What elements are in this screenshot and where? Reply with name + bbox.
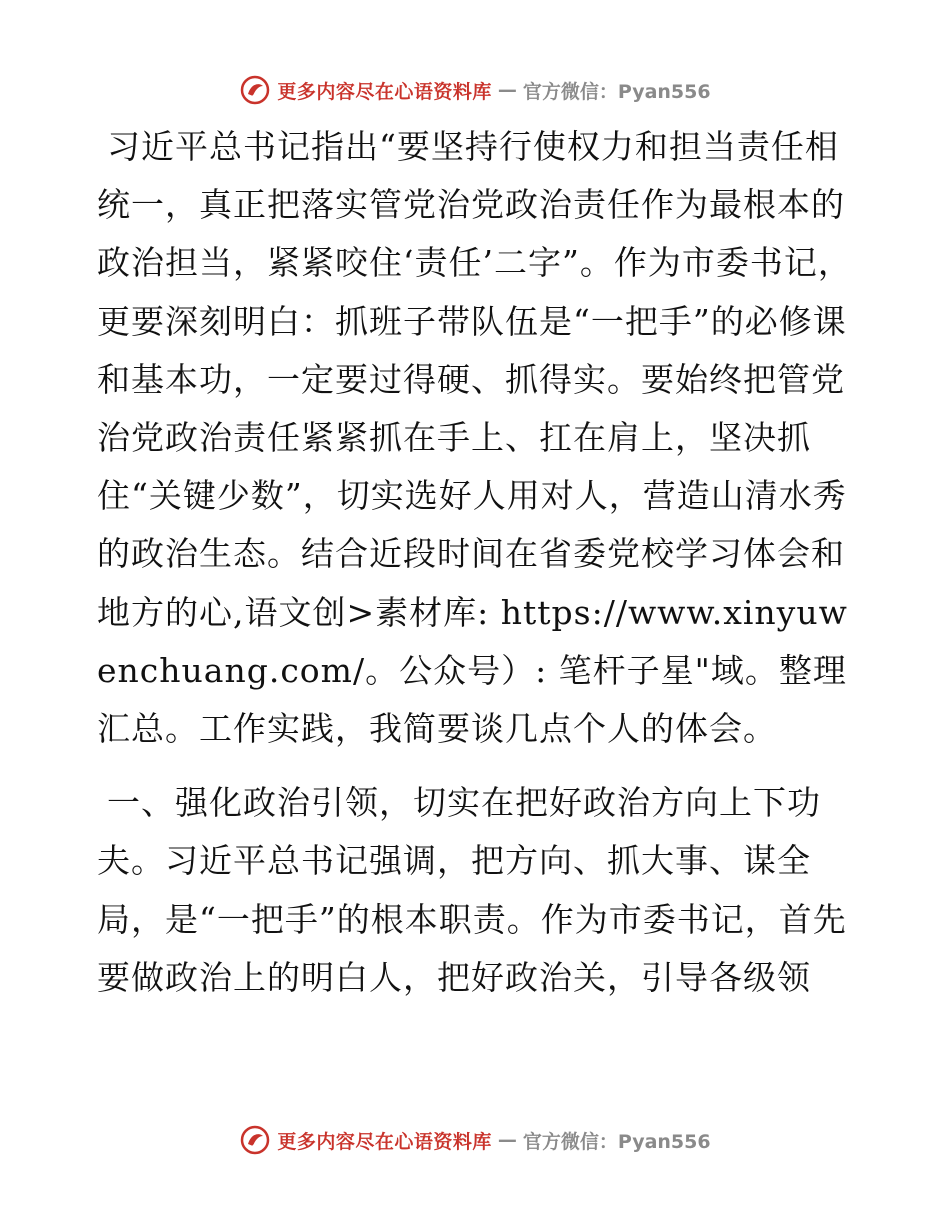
seal-logo-icon (239, 1124, 271, 1156)
seal-logo-icon (239, 74, 271, 106)
contact-text: 官方微信：Pyan556 (522, 80, 711, 103)
document-body (97, 118, 857, 1007)
contact-text: 官方微信：Pyan556 (522, 1130, 711, 1153)
brand-text: 更多内容尽在心语资料库 (277, 80, 492, 103)
header-watermark-banner (0, 72, 950, 108)
banner-separator: — (497, 1129, 517, 1151)
paragraph: 习近平总书记指出“要坚持行使权力和担当责任相统一，真正把落实管党治党政治责任作为最根本的政治担当，紧紧咬住‘责任’二字”。作为市委书记，更要深刻明白：抓班子带队伍是“一把手”的必修课和基本功，一定要过得硬、抓得实。要始终把管党治党政治责任紧紧抓在手上、扛在肩上，坚决抓住“关键少数”，切实选好人用对人，营造山清水秀的政治生态。结合近段时间在省委党校学习体会和地方的心,语文创>素材库: https://www.xinyuwenchuang.com/。公众号）: 笔杆子星"域。整理汇总。工作实践，我简要谈几点个人的体会。 (97, 127, 852, 749)
paragraph: 一、强化政治引领，切实在把好政治方向上下功夫。习近平总书记强调，把方向、抓大事、谋全局，是“一把手”的根本职责。作为市委书记，首先要做政治上的明白人，把好政治关，引导各级领 (97, 783, 847, 997)
footer-watermark-banner (0, 1122, 950, 1158)
brand-text: 更多内容尽在心语资料库 (277, 1130, 492, 1153)
banner-separator: — (497, 79, 517, 101)
